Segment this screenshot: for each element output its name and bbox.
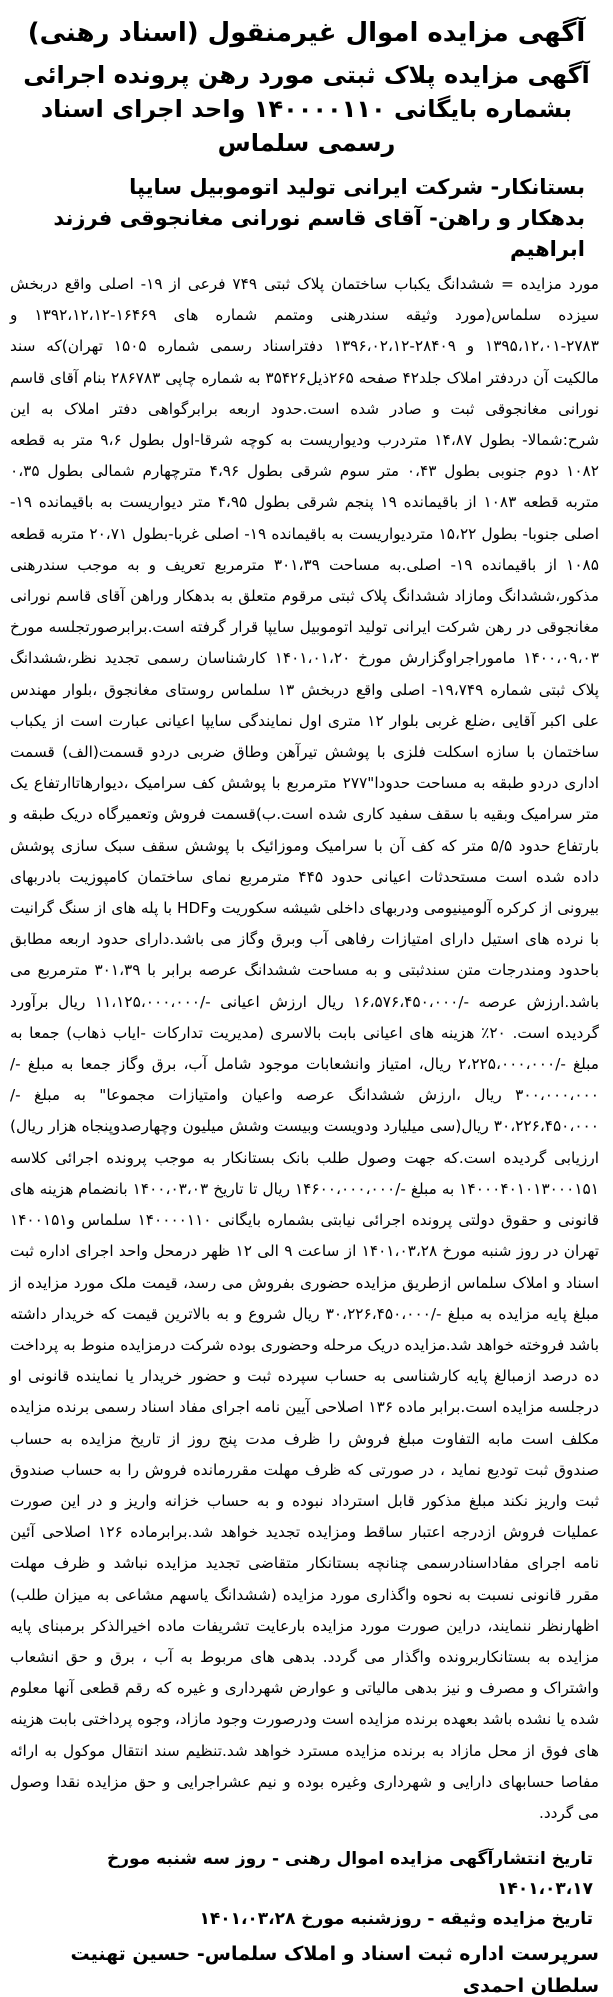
notice-body-text: مورد مزایده = ششدانگ یکباب ساختمان پلاک ثبتی ۷۴۹ فرعی از ۱۹- اصلی واقع دربخش سیزده سلماس(مورد وثیقه سندرهنی ومتمم شماره های ۱۶۴۶۹-۱۳۹۲،۱۲،۱۲ و ۲۷۸۳-۱۳۹۵،۱۲،۰۱ و ۲۸۴۰۹-۱۳۹۶،۰۲،۱۲ دفتراسناد رسمی شماره ۱۵۰۵ تهران)که سند مالکیت آن دردفتر املاک جلد۴۲ صفحه ۲۶۵ذیل۳۵۴۲۶ به شماره چاپی ۲۸۶۷۸۳ بنام آقای قاسم نورانی مغانجوقی ثبت و صادر شده است.حدود اربعه برابرگواهی دفتر املاک به این شرح:شمالا- بطول ۱۴،۸۷ متردرب ودیواریست به کوچه شرقا-اول بطول ۹،۶ متر به قطعه ۱۰۸۲ دوم جنوبی بطول ۰،۴۳ متر سوم شرقی بطول ۴،۹۶ مترچهارم شمالی بطول ۰،۳۵ متربه قطعه ۱۰۸۳ از باقیمانده ۱۹ پنجم شرقی بطول ۴،۹۵ متر دیواریست به باقیمانده ۱۹- اصلی جنوبا- بطول ۱۵،۲۲ متردیواریست به باقیمانده ۱۹- اصلی غربا-بطول ۲۰،۷۱ متربه قطعه ۱۰۸۵ از باقیمانده ۱۹- اصلی.به مساحت ۳۰۱،۳۹ مترمربع تعریف و به موجب سندرهنی مذکور،ششدانگ ومازاد ششدانگ پلاک ثبتی مرقوم متعلق به بدهکار وراهن آقای قاسم نورانی مغانجوقی در رهن شرکت ایرانی تولید اتوموبیل سایپا قرار گرفته است.برابرصورتجلسه مورخ ۱۴۰۰،۰۹،۰۳ ماموراجراوگزارش مورخ ۱۴۰۱،۰۱،۲۰ کارشناسان رسمی تجدید نظر،ششدانگ پلاک ثبتی شماره ۱۹،۷۴۹- اصلی واقع دربخش ۱۳ سلماس روستای مغانجوق ،بلوار مهندس علی اکبر آقایی ،ضلع غربی بلوار ۱۲ متری اول نمایندگی سایپا اعیانی عبارت است از یکباب ساختمان با سازه اسکلت فلزی با پوشش تیرآهن وطاق ضربی دردو قسمت(الف) قسمت اداری دردو طبقه به مساحت حدودا"۲۷۷ مترمربع با پوشش کف سرامیک ،دیوارهاتاارتفاع یک متر سرامیک وبقیه با سقف سفید کاری شده است.ب)قسمت فروش وتعمیرگاه دریک طبقه و بارتفاع حدود ۵/۵ متر که کف آن با سرامیک وموزائیک با پوشش سقف سبک سازی پوشش داده شده است مستحدثات اعیانی حدود ۴۴۵ مترمربع نمای ساختمان کامپوزیت بادربهای بیرونی از کرکره آلومینیومی ودربهای داخلی شیشه سکوریت وHDF با پله های از سنگ گرانیت با نرده های استیل دارای امتیازات رفاهی آب وبرق وگاز می باشد.دارای حدود اربعه مطابق باحدود ومندرجات متن سندثبتی و به مساحت ششدانگ عرصه برابر با ۳۰۱،۳۹ مترمربع می باشد.ارزش عرصه -/۱۶،۵۷۶،۴۵۰،۰۰۰ ریال ارزش اعیانی -/۱۱،۱۲۵،۰۰۰،۰۰۰ ریال برآورد گردیده است. ۲۰٪ هزینه های اعیانی بابت بالاسری (مدیریت تدارکات -ایاب ذهاب) جمعا به مبلغ -/۲،۲۲۵،۰۰۰،۰۰۰ ریال، امتیاز وانشعابات موجود شامل آب، برق وگاز جمعا به مبلغ -/۳۰۰،۰۰۰،۰۰۰ ریال ،ارزش ششدانگ عرصه واعیان وامتیازات مجموعا" به مبلغ -/۳۰،۲۲۶،۴۵۰،۰۰۰ ریال(سی میلیارد ودویست وبیست وشش میلیون وچهارصدوپنجاه هزار ریال) ارزیابی گردیده است.که جهت وصول طلب بانک بستانکار به موجب پرونده اجرائی کلاسه ۱۴۰۰۰۴۰۱۰۱۳۰۰۰۱۵۱ به مبلغ -/۱۴۶۰۰،۰۰۰،۰۰۰ ریال تا تاریخ ۱۴۰۰،۰۳،۰۳ بانضمام هزینه های قانونی و حقوق دولتی پرونده اجرائی نیابتی بشماره بایگانی ۱۴۰۰۰۰۱۱۰ سلماس و۱۴۰۰۱۵۱ تهران در روز شنبه مورخ ۱۴۰۱،۰۳،۲۸ از ساعت ۹ الی ۱۲ ظهر درمحل واحد اجرای اداره ثبت اسناد و املاک سلماس ازطریق مزایده حضوری بفروش می رسد، قیمت ملک مورد مزایده از مبلغ پایه مزایده به مبلغ -/۳۰،۲۲۶،۴۵۰،۰۰۰ ریال شروع و به بالاترین قیمت که خریدار داشته باشد فروخته خواهد شد.مزایده دریک مرحله وحضوری بوده شرکت درمزایده منوط به پرداخت ده درصد ازمبالغ پایه کارشناسی به حساب سپرده ثبت و حضور خریدار یا نماینده قانونی او درجلسه مزایده است.برابر ماده ۱۳۶ اصلاحی آیین نامه اجرای مفاد اسناد رسمی برنده مزایده مکلف است مابه التفاوت مبلغ فروش را ظرف مدت پنج روز از تاریخ مزایده به حساب صندوق ثبت تودیع نماید ، در صورتی که ظرف مهلت مقررمانده فروش را به حساب صندوق ثبت واریز نکند مبلغ مذکور قابل استرداد نبوده و به حساب خزانه واریز و در این صورت عملیات فروش ازدرجه اعتبار ساقط ومزایده تجدید خواهد شد.برابرماده ۱۲۶ اصلاحی آئین نامه اجرای مفاداسنادرسمی چنانچه بستانکار متقاضی تجدید مزایده نباشد و ظرف مهلت مقرر قانونی نسبت به نحوه واگذاری مورد مزایده (ششدانگ یاسهم مشاعی به میزان طلب) اظهارنظر ننمایند، دراین صورت مورد مزایده بارعایت تشریفات ماده اخیرالذکر برمبنای پایه مزایده به بستانکاربرونده واگذار می گردد. بدهی های مربوط به آب ، برق و حق انشعاب واشتراک و مصرف و نیز بدهی مالیاتی و عوارض شهرداری و غیره که رقم قطعی آنها معلوم شده یا نشده باشد بعهده برنده مزایده است ودرصورت وجود مازاد، وجوه پرداختی بابت هزینه های فوق از محل مازاد به برنده مزایده مسترد خواهد شد.تنظیم سند انتقال موکول به ارائه مفاصا حسابهای دارایی و شهرداری وغیره بوده و نیم عشراجرایی و حق مزایده نقدا وصول می گردد.: [10, 275, 600, 1822]
notice-subtitle: آگهی مزایده پلاک ثبتی مورد رهن پرونده اجرائی بشماره بایگانی ۱۴۰۰۰۰۱۱۰ واحد اجرای اسناد رسمی سلماس: [23, 61, 590, 157]
creditor-line: بستانکار- شرکت ایرانی تولید اتوموبیل سایپا: [129, 175, 585, 199]
dates-block: [0, 1844, 613, 1934]
signature-line: سرپرست اداره ثبت اسناد و املاک سلماس- حسین تهنیت سلطان احمدی: [70, 1943, 599, 1997]
publication-date-line: تاریخ انتشارآگهی مزایده اموال رهنی - روز سه شنبه مورخ ۱۴۰۱،۰۳،۱۷: [106, 1849, 593, 1900]
auction-date-line: تاریخ مزایده وثیقه - روزشنبه مورخ ۱۴۰۱،۰۳،۲۸: [199, 1909, 593, 1930]
debtor-line: بدهکار و راهن- آقای قاسم نورانی مغانجوقی فرزند ابراهیم: [53, 206, 585, 261]
notice-title: آگهی مزایده اموال غیرمنقول (اسناد رهنی): [27, 18, 586, 48]
